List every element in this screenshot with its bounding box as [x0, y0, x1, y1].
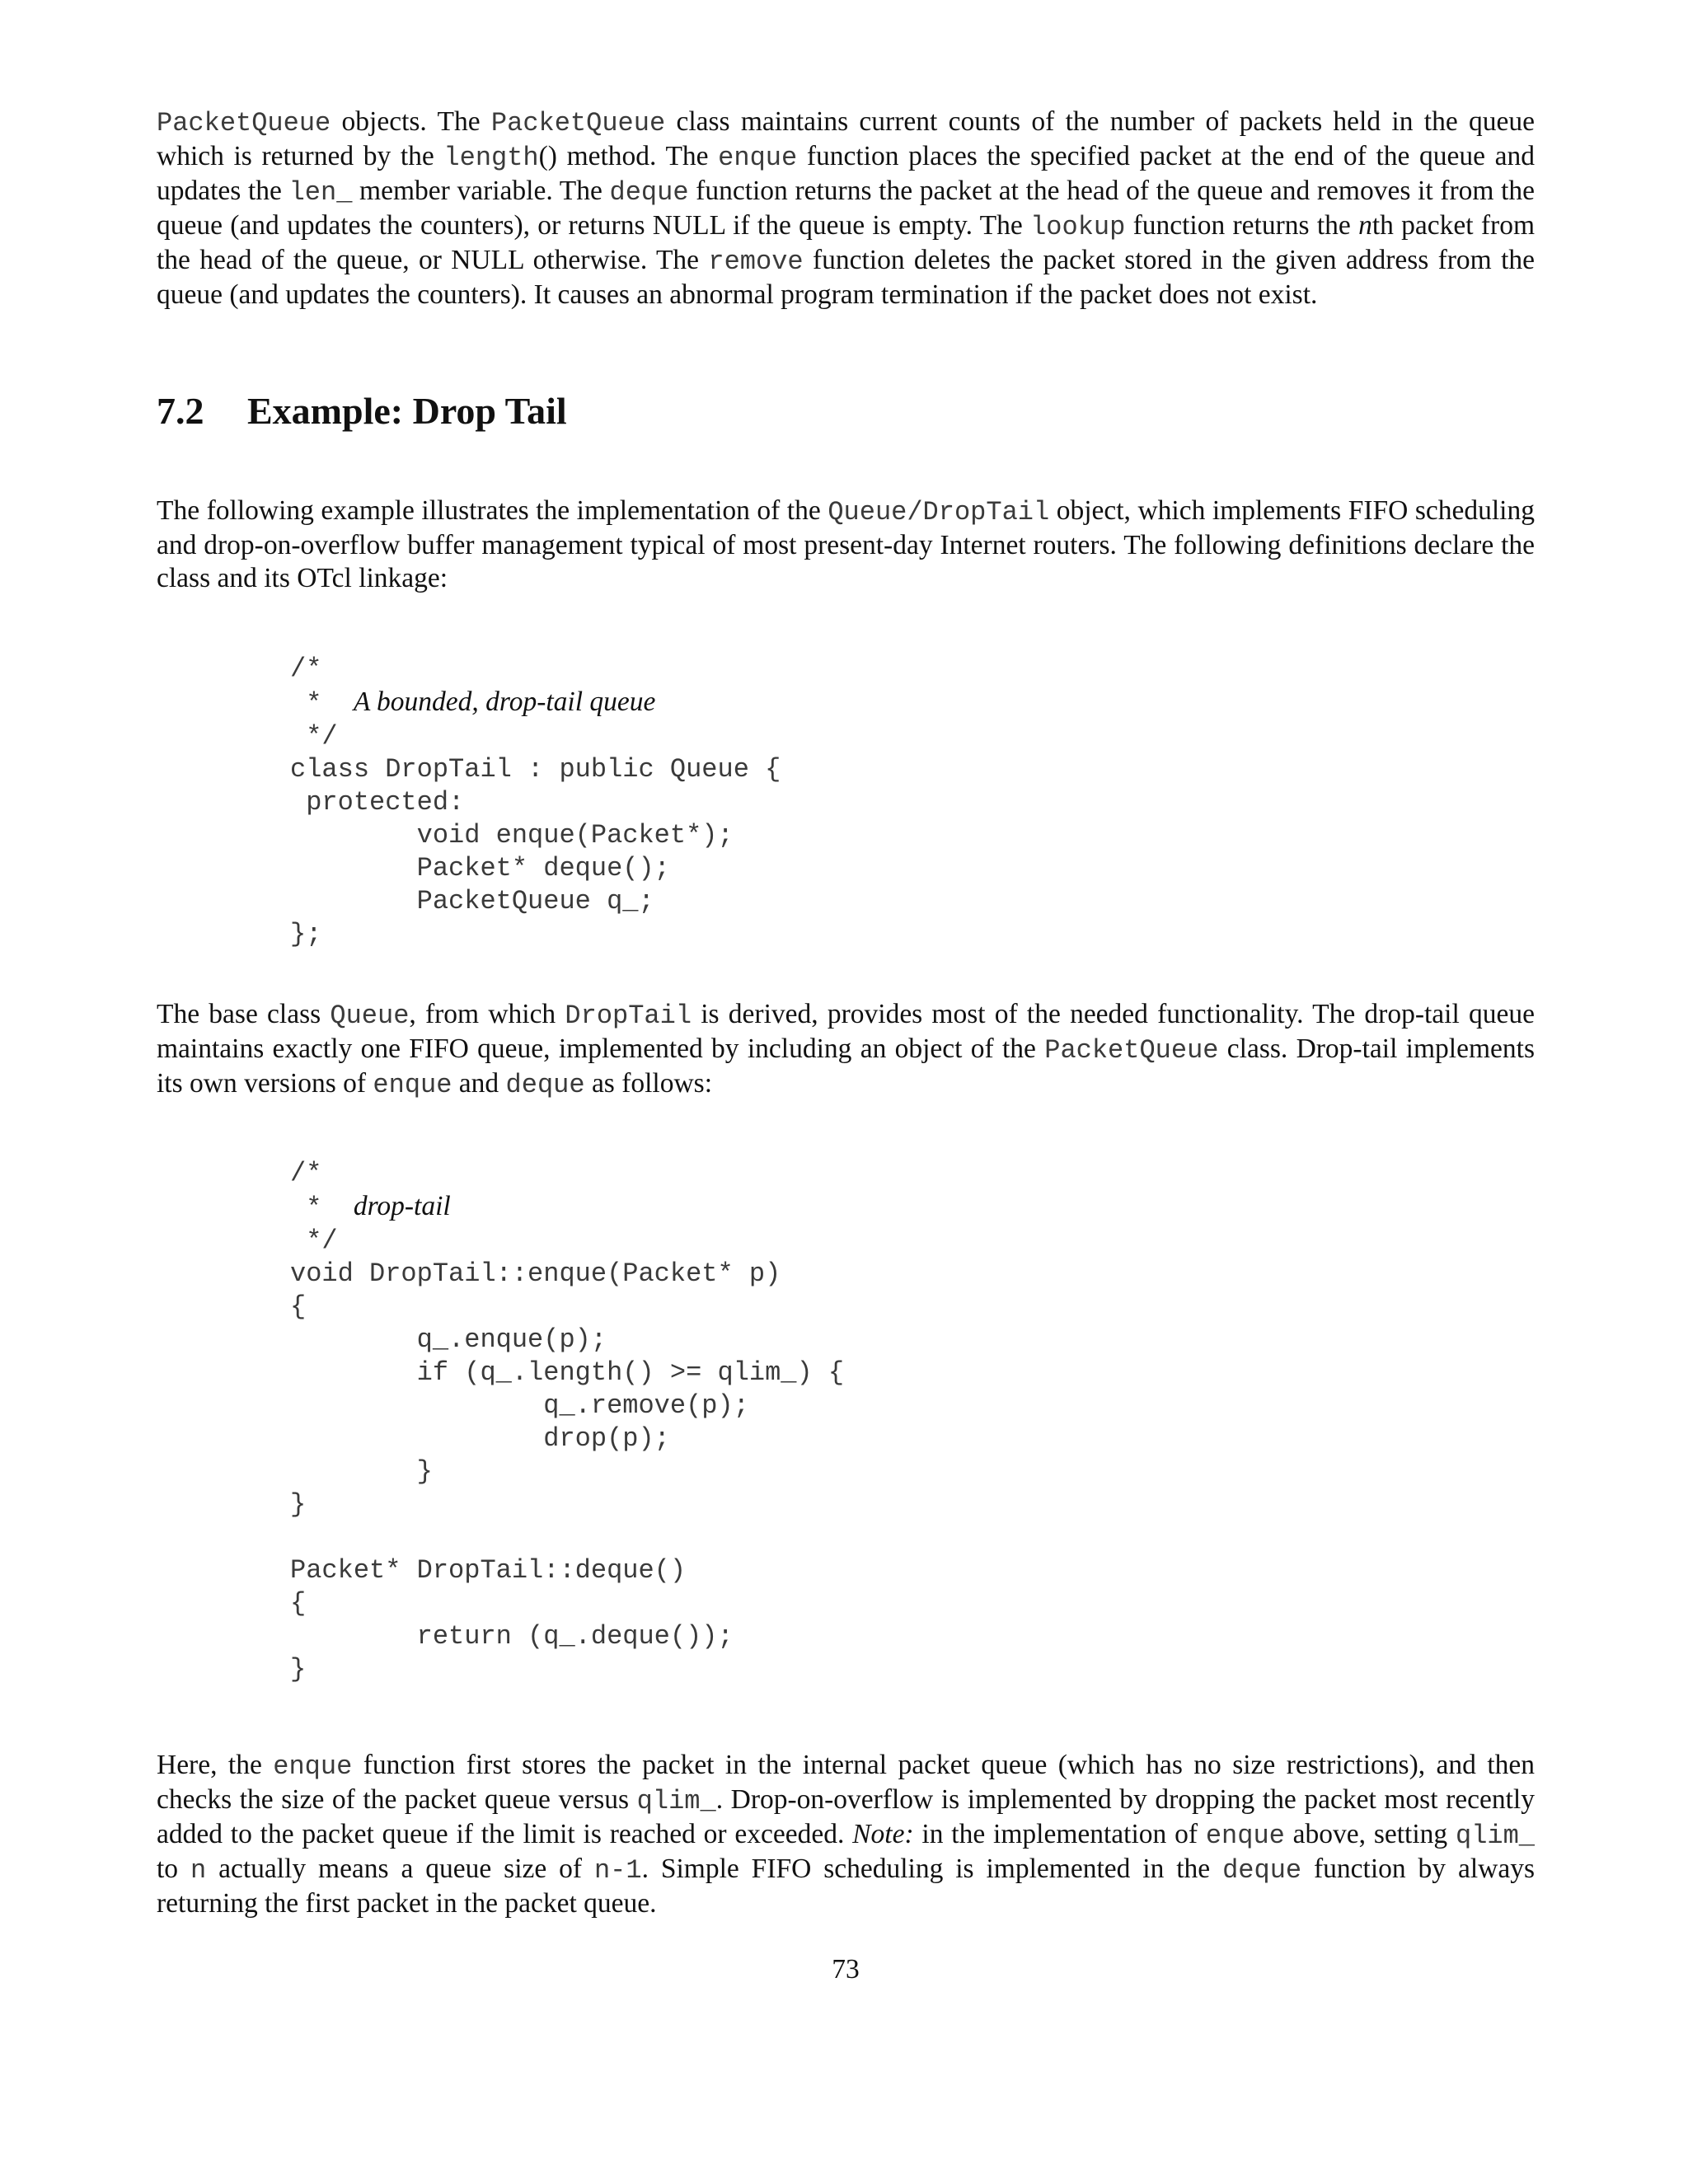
- code-line: [290, 686, 781, 720]
- code-block-enque-deque: [290, 1157, 844, 1686]
- code-line: };: [290, 919, 322, 949]
- text-run: to: [157, 1854, 190, 1884]
- text-run: as follows:: [584, 1068, 713, 1099]
- code-line: PacketQueue q_;: [290, 886, 654, 916]
- text-run: function deletes the packet stored in the given address from the queue (and updates the counters). It causes an abnormal program termination if the packet does not exist.: [157, 245, 1535, 310]
- text-run: object, which implements FIFO scheduling and drop-on-overflow buffer management typical of most present-day Internet routers. The following definitions declare the class and its OTcl linkage:: [157, 495, 1535, 593]
- code-term: Queue: [330, 1001, 410, 1031]
- document-page: [157, 105, 1536, 1985]
- code-term: enque: [373, 1070, 452, 1100]
- text-run: is derived, provides most of the needed functionality. The drop-tail queue maintains exactly one FIFO queue, implemented by including an object of the: [157, 999, 1535, 1064]
- text-run: function returns the packet at the head of the queue and removes it from the queue (and updates the counters), or returns NULL if the queue is empty. The: [157, 176, 1535, 241]
- text-run: member variable. The: [352, 176, 610, 206]
- code-term: PacketQueue: [490, 108, 666, 138]
- section-number: 7.2: [157, 390, 204, 432]
- text-run: function places the specified packet at the end of the queue and updates the: [157, 141, 1535, 206]
- page-number: 73: [832, 1954, 860, 1985]
- intro-paragraph: [157, 105, 1535, 312]
- code-line: /*: [290, 1158, 322, 1188]
- code-term: enque: [718, 143, 798, 173]
- code-line: }: [290, 1456, 433, 1487]
- code-term: n-1: [593, 1855, 642, 1886]
- code-term: lookup: [1030, 212, 1126, 242]
- code-term: remove: [708, 246, 804, 277]
- code-term: enque: [1205, 1821, 1285, 1851]
- text-run: class. Drop-tail implements its own versions of: [157, 1033, 1535, 1099]
- paragraph-explanation: [157, 1749, 1535, 1920]
- code-line: Packet* DropTail::deque(): [290, 1555, 687, 1586]
- code-comment: A bounded, drop-tail queue: [353, 687, 656, 717]
- code-line: */: [290, 1226, 338, 1256]
- code-line: q_.remove(p);: [290, 1390, 749, 1421]
- section-title: Example: Drop Tail: [247, 390, 567, 432]
- text-run: . Drop-on-overflow is implemented by dropping the packet most recently added to the packet queue if the limit is reached or exceeded.: [157, 1784, 1535, 1849]
- code-term: PacketQueue: [157, 108, 331, 138]
- section-heading: [157, 389, 567, 433]
- code-line: /*: [290, 654, 322, 684]
- code-term: qlim_: [636, 1786, 716, 1816]
- code-line: {: [290, 1588, 307, 1619]
- code-line: drop(p);: [290, 1423, 670, 1454]
- code-term: deque: [609, 177, 689, 208]
- code-line: void enque(Packet*);: [290, 820, 734, 851]
- code-block-class-declaration: [290, 653, 781, 951]
- code-line: }: [290, 1489, 307, 1520]
- text-run: . Simple FIFO scheduling is implemented in the: [641, 1854, 1223, 1884]
- text-run: function by always returning the first packet in the packet queue.: [157, 1854, 1535, 1919]
- code-term: DropTail: [565, 1001, 692, 1031]
- code-term: len_: [288, 177, 353, 208]
- code-term: n: [190, 1855, 207, 1886]
- text-run: above, setting: [1284, 1819, 1456, 1849]
- code-term: enque: [273, 1751, 353, 1782]
- code-line: {: [290, 1291, 307, 1322]
- text-run: th packet from the head of the queue, or NULL otherwise. The: [157, 210, 1536, 275]
- text-run: objects. The: [331, 106, 491, 137]
- paragraph-droptail-intro: [157, 494, 1535, 595]
- code-line: [290, 1521, 844, 1554]
- note-label: Note:: [852, 1819, 914, 1849]
- text-run: function returns the: [1125, 210, 1359, 241]
- comment-marker: *: [290, 688, 354, 719]
- paragraph-base-class: [157, 998, 1535, 1102]
- text-run: () method. The: [538, 141, 719, 171]
- code-line: protected:: [290, 787, 465, 818]
- code-line: Packet* deque();: [290, 853, 670, 883]
- text-run: The base class: [157, 999, 331, 1029]
- math-variable: n: [1358, 210, 1372, 241]
- text-run: in the implementation of: [913, 1819, 1206, 1849]
- code-line: }: [290, 1654, 307, 1685]
- text-run: actually means a queue size of: [206, 1854, 594, 1884]
- code-line: return (q_.deque());: [290, 1621, 734, 1652]
- text-run: The following example illustrates the implementation of the: [157, 495, 828, 526]
- code-term: qlim_: [1455, 1821, 1535, 1851]
- code-line: class DropTail : public Queue {: [290, 754, 781, 785]
- code-term: length: [443, 143, 539, 173]
- code-term: deque: [505, 1070, 585, 1100]
- text-run: function first stores the packet in the internal packet queue (which has no size restrictions), and then checks the size of the packet queue versus: [157, 1750, 1535, 1815]
- code-term: deque: [1222, 1855, 1302, 1886]
- text-run: class maintains current counts of the number of packets held in the queue which is returned by the: [157, 106, 1535, 171]
- code-term: PacketQueue: [1044, 1035, 1219, 1066]
- text-run: and: [452, 1068, 506, 1099]
- code-line: void DropTail::enque(Packet* p): [290, 1258, 781, 1289]
- code-line: q_.enque(p);: [290, 1324, 607, 1355]
- code-comment: drop-tail: [353, 1191, 451, 1221]
- code-line: */: [290, 721, 338, 752]
- comment-marker: *: [290, 1193, 354, 1223]
- code-term: Queue/DropTail: [828, 497, 1050, 527]
- text-run: , from which: [409, 999, 565, 1029]
- code-line: [290, 1190, 844, 1225]
- code-line: if (q_.length() >= qlim_) {: [290, 1357, 845, 1388]
- text-run: Here, the: [157, 1750, 274, 1780]
